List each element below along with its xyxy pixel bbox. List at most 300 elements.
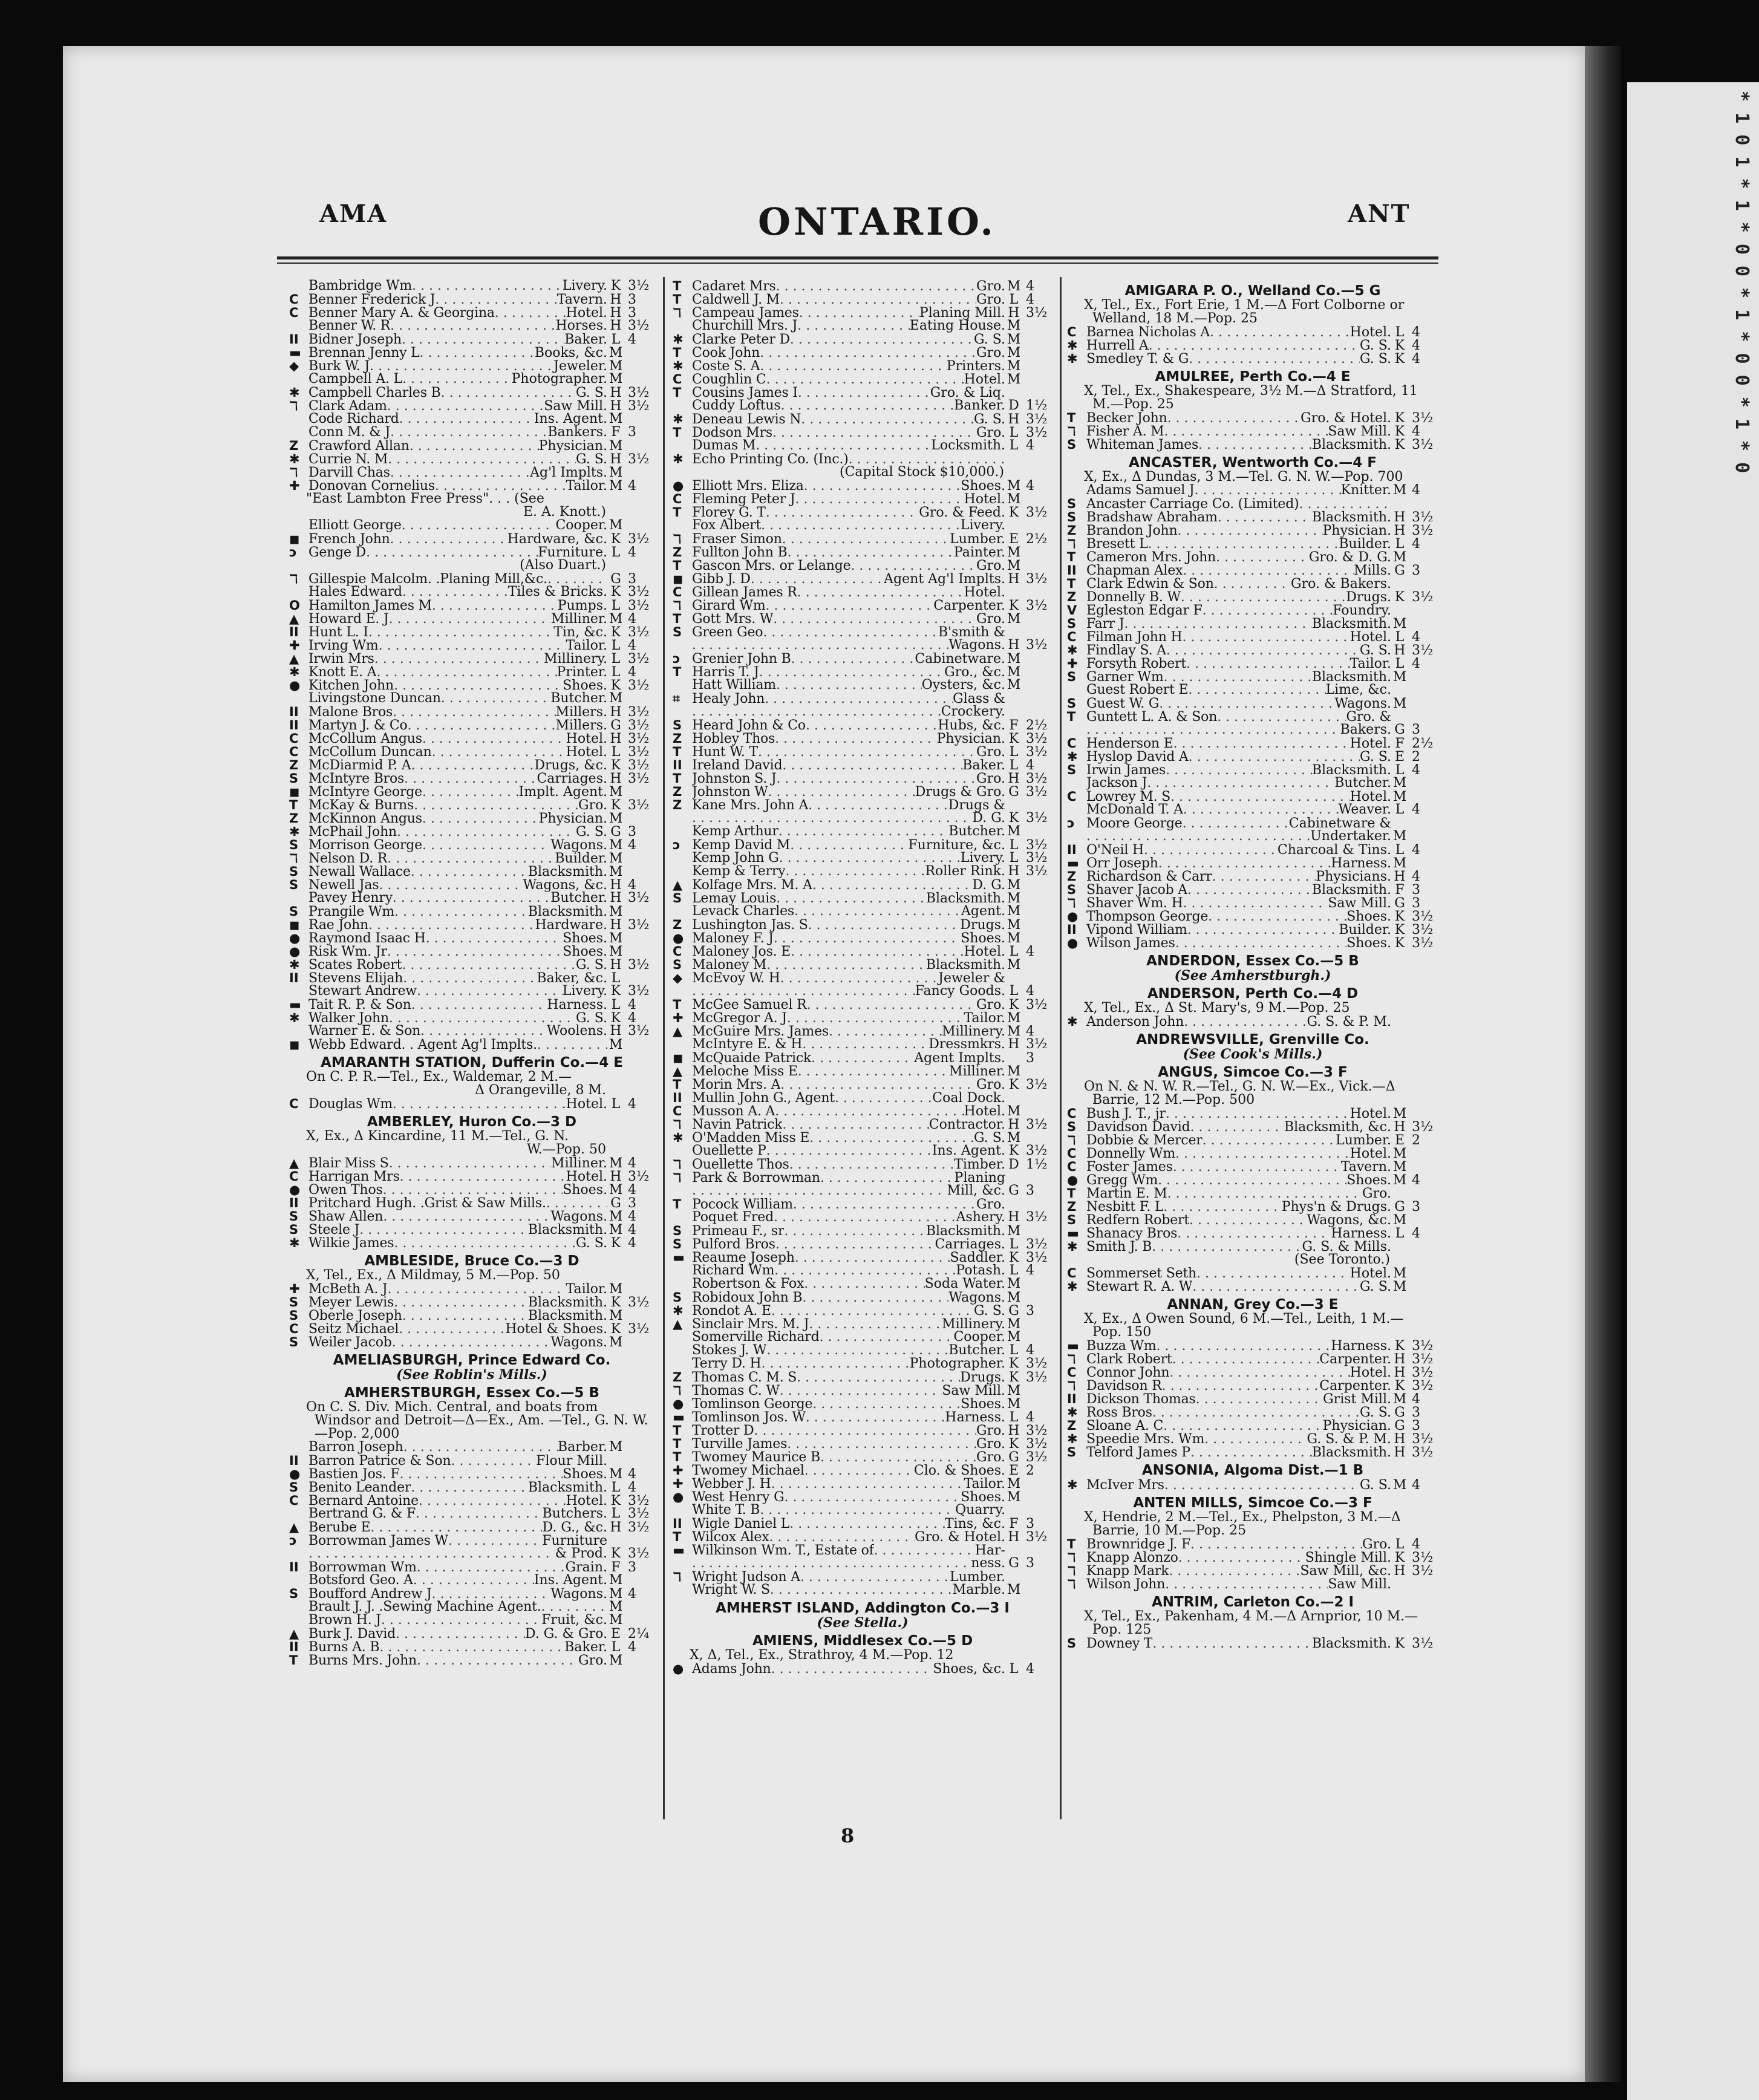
dot-leader (784, 1225, 925, 1238)
dot-leader (760, 347, 976, 360)
dot-leader (779, 852, 961, 865)
dot-leader (780, 972, 938, 985)
place-heading: AMULREE, Perth Co.—4 E (1155, 369, 1351, 385)
trade-symbol: ✱ (673, 1130, 684, 1145)
trade-symbol: ✱ (289, 1011, 300, 1025)
capital-rating: 3½ (1026, 864, 1048, 879)
capital-rating: 3½ (628, 584, 650, 599)
directory-entry (289, 652, 654, 665)
entry-business: G. S. (973, 412, 1005, 427)
place-heading: ANGUS, Simcoe Co.—3 F (1158, 1065, 1348, 1080)
credit-rating: L (1009, 1237, 1019, 1252)
entry-name: Harris T. J (692, 666, 759, 679)
trade-symbol: Z (673, 918, 682, 932)
credit-rating: L (1395, 630, 1405, 645)
entry-business: Hotel. (566, 745, 607, 760)
note-text: E. A. Knott.) (523, 504, 606, 520)
entry-business: Harness. (1331, 1226, 1391, 1241)
credit-rating: L (1395, 325, 1405, 340)
capital-rating: 4 (1412, 869, 1420, 884)
dot-leader (789, 1518, 945, 1531)
directory-entry (1067, 339, 1438, 352)
entry-business: Gro. (976, 292, 1005, 307)
directory-entry (673, 1184, 1052, 1198)
place-info: X, Tel., Ex., Fort Erie, 1 M.—Δ Fort Colborne or Welland, 18 M.—Pop. 25 (1084, 298, 1405, 326)
dot-leader (393, 1098, 566, 1111)
capital-rating: 3½ (1412, 909, 1434, 924)
column-divider (663, 277, 665, 1819)
dot-leader (801, 413, 974, 426)
dot-leader (781, 399, 955, 412)
entry-name: Mullin John G., Agent (692, 1092, 835, 1105)
credit-rating: M (1392, 1213, 1407, 1228)
entry-business: G. S. (575, 824, 607, 840)
entry-name: Somerville Richard (692, 1331, 820, 1344)
credit-rating: M (1007, 904, 1021, 919)
dot-leader (402, 333, 564, 347)
directory-entry (673, 719, 1052, 732)
trade-symbol: S (1067, 497, 1077, 511)
trade-symbol: ✱ (1067, 1279, 1078, 1294)
capital-rating: 3½ (628, 758, 650, 773)
credit-rating: M (1392, 1478, 1407, 1493)
entry-name: Bastien Jos. F (308, 1468, 400, 1481)
dot-leader (751, 573, 884, 586)
entry-business: Gro. (578, 1653, 607, 1668)
directory-entry (1067, 1446, 1438, 1459)
directory-entry (1067, 1551, 1438, 1564)
credit-rating: M (1007, 1397, 1021, 1412)
entry-business: Hotel. (964, 492, 1005, 507)
entry-name: Raymond Isaac H (308, 932, 426, 945)
dot-leader (780, 1384, 942, 1398)
dot-leader (1164, 1479, 1360, 1492)
entry-name: Filman John H (1086, 631, 1183, 644)
credit-rating: G (1008, 1183, 1019, 1198)
directory-entry (673, 1464, 1052, 1477)
capital-rating: 4 (1412, 424, 1420, 439)
entry-name: Musson A. A (692, 1105, 775, 1118)
note-text: Δ Orangeville, 8 M. (475, 1083, 606, 1098)
entry-name: Whiteman James (1086, 439, 1199, 452)
credit-rating: M (1007, 1490, 1021, 1505)
entry-name: Jackson J (1086, 777, 1147, 790)
directory-entry (673, 665, 1052, 679)
place-info: X, Ex., Δ Kincardine, 11 M.—Tel., G. N. (306, 1129, 569, 1144)
dot-leader (1177, 1227, 1331, 1241)
entry-name: Sinclair Mrs. M. J (692, 1318, 809, 1331)
place-info: On C. P. R.—Tel., Ex., Waldemar, 2 M.— (306, 1069, 572, 1084)
trade-symbol: T (673, 558, 682, 573)
directory-entry (1067, 1406, 1438, 1419)
directory-entry (673, 559, 1052, 572)
directory-entry (289, 1640, 654, 1654)
dot-leader (1189, 751, 1360, 764)
capital-rating: 3 (1412, 722, 1420, 737)
dot-leader (1152, 1406, 1360, 1420)
entry-name: Ross Bros (1086, 1406, 1152, 1420)
capital-rating: 3½ (1026, 997, 1048, 1012)
trade-symbol: S (1067, 763, 1077, 777)
capital-rating: 4 (1412, 1173, 1420, 1188)
trade-symbol: T (673, 771, 682, 786)
dot-leader (782, 759, 962, 772)
entry-name: Martyn J. & Co (308, 719, 408, 732)
capital-rating: 3½ (628, 731, 650, 746)
credit-rating: M (1007, 1104, 1021, 1119)
credit-rating: H (610, 292, 622, 307)
credit-rating: E (1394, 749, 1405, 765)
entry-business: Weaver. (1338, 802, 1391, 817)
credit-rating: M (609, 359, 623, 374)
credit-rating: M (609, 411, 623, 426)
credit-rating: M (609, 904, 623, 919)
entry-name: Boufford Andrew J (308, 1588, 432, 1601)
entry-business: Blacksmith. (925, 891, 1005, 906)
entry-business: Blacksmith. (527, 864, 607, 879)
entry-name: Bresett L (1086, 538, 1148, 551)
dot-leader (1173, 737, 1350, 751)
trade-symbol: T (673, 279, 682, 293)
credit-rating: M (1392, 483, 1407, 498)
trade-symbol: Z (289, 758, 299, 772)
entry-name: Adams Samuel J (1086, 484, 1195, 497)
entry-name: White T. B (692, 1504, 760, 1517)
dot-leader (1163, 1201, 1281, 1214)
trade-symbol: ▬ (673, 1410, 685, 1424)
directory-entry (289, 825, 654, 838)
dot-leader (766, 373, 964, 386)
place-heading: AMIGARA P. O., Welland Co.—5 G (1124, 283, 1381, 299)
credit-rating: M (1007, 878, 1021, 893)
directory-entry (1067, 411, 1438, 425)
trade-symbol: T (1067, 411, 1076, 425)
trade-symbol: T (673, 505, 682, 520)
dot-leader (780, 1078, 976, 1092)
place-heading: ANTEN MILLS, Simcoe Co.—3 F (1133, 1495, 1372, 1511)
directory-entry (673, 918, 1052, 931)
credit-rating: M (609, 1308, 623, 1323)
place-heading: ANCASTER, Wentworth Co.—4 F (1128, 455, 1377, 471)
capital-rating: 3 (1412, 1199, 1420, 1215)
dot-leader (403, 972, 537, 985)
trade-symbol: T (673, 997, 682, 1012)
entry-name: Borrowman James W (308, 1534, 448, 1548)
capital-rating: 4 (1026, 758, 1034, 773)
directory-entry (289, 1560, 654, 1574)
trade-symbol: ◼ (289, 1037, 300, 1052)
directory-entry (1067, 843, 1438, 856)
directory-entry (1067, 1280, 1438, 1293)
directory-entry (289, 1156, 654, 1170)
entry-name: Kemp Arthur (692, 825, 778, 838)
trade-symbol: ◆ (289, 359, 299, 373)
credit-rating: H (1394, 1564, 1406, 1579)
entry-name: Shaw Allen (308, 1210, 383, 1224)
entry-business: Tailor. (964, 1476, 1005, 1492)
entry-name: Davidson David (1086, 1121, 1190, 1134)
trade-symbol: T (673, 292, 682, 307)
credit-rating: K (610, 678, 621, 693)
credit-rating: H (1008, 1423, 1020, 1438)
dot-leader (791, 653, 915, 666)
entry-business: Drugs. (960, 1370, 1005, 1385)
entry-business: Blacksmith. (925, 1224, 1005, 1239)
trade-symbol: S (1067, 437, 1077, 452)
credit-rating: H (1008, 412, 1020, 427)
dot-leader (809, 1318, 942, 1331)
capital-rating: 4 (628, 838, 636, 853)
credit-rating: H (610, 918, 622, 933)
dot-leader (383, 1184, 563, 1197)
entry-name: Crawford Allan (308, 440, 410, 453)
trade-symbol: C (1067, 630, 1077, 644)
entry-name: Wright W. S (692, 1583, 770, 1597)
entry-business: D. G. (972, 810, 1005, 826)
entry-business: Gro. (976, 997, 1005, 1012)
entry-business: Butcher. (550, 890, 607, 905)
entry-business: Drugs. (960, 918, 1005, 933)
dot-leader (1149, 339, 1360, 353)
directory-entry (673, 705, 1052, 719)
entry-business: Tiles & Bricks. (507, 584, 607, 599)
capital-rating: 4 (1026, 1263, 1034, 1278)
entry-name: Ouellette P (692, 1144, 766, 1158)
dot-leader (390, 319, 555, 333)
entry-name: Brault J. J. .Sewing Machine Agent. (308, 1600, 541, 1614)
credit-rating: M (1007, 332, 1021, 347)
entry-business: Gro. & Feed. (919, 505, 1005, 520)
capital-rating: 3½ (628, 678, 650, 693)
dot-leader (366, 546, 538, 559)
trade-symbol: ▬ (289, 345, 301, 360)
credit-rating: H (1008, 305, 1020, 321)
capital-rating: 3½ (1026, 1237, 1048, 1252)
credit-rating: H (1394, 1365, 1406, 1380)
trade-symbol: ℸ (673, 1157, 682, 1172)
trade-symbol: Z (673, 731, 682, 746)
entry-name: Benner W. R (308, 319, 391, 333)
directory-entry (289, 1587, 654, 1600)
capital-rating: 4 (1026, 1410, 1034, 1425)
credit-rating: K (1394, 338, 1405, 353)
entry-business: Lumber. (950, 532, 1005, 547)
entry-name: Moore George (1086, 817, 1183, 830)
entry-name: Henderson E (1086, 737, 1173, 751)
trade-symbol: T (289, 1653, 298, 1668)
directory-entry (289, 945, 654, 958)
place-heading: AMBERLEY, Huron Co.—3 D (367, 1114, 577, 1130)
entry-business: Millers. (555, 705, 607, 720)
entry-note (673, 466, 1052, 479)
directory-entry (673, 1504, 1052, 1517)
entry-name: Cook John (692, 347, 760, 360)
trade-symbol: ✱ (673, 452, 684, 466)
dot-leader (829, 1025, 942, 1039)
directory-entry (289, 346, 654, 359)
capital-rating: 3 (1026, 1556, 1034, 1571)
directory-entry (673, 306, 1052, 319)
capital-rating: 4 (628, 1222, 636, 1238)
credit-rating: G (1008, 1450, 1019, 1465)
dot-leader (790, 839, 908, 852)
dot-leader (692, 639, 948, 652)
entry-business: Gro. (976, 771, 1005, 786)
dot-leader (760, 1504, 955, 1517)
dot-leader (389, 1157, 551, 1170)
dot-leader (1184, 1016, 1307, 1029)
credit-rating: E (610, 1626, 621, 1642)
credit-rating: K (1394, 424, 1405, 439)
capital-rating: 4 (1026, 279, 1034, 294)
capital-rating: 3 (628, 1560, 636, 1575)
credit-rating: L (1009, 1263, 1019, 1278)
trade-symbol: ℸ (673, 1170, 682, 1185)
place-heading: AMARANTH STATION, Dufferin Co.—4 E (321, 1055, 623, 1071)
entry-name: Adams John (692, 1663, 771, 1676)
credit-rating: H (1394, 523, 1406, 538)
entry-business: Gro. & Hotel. (1300, 411, 1391, 426)
trade-symbol: Z (673, 798, 682, 812)
trade-symbol: Z (289, 811, 299, 826)
dot-leader (766, 506, 919, 520)
trade-symbol: ℸ (1067, 1378, 1076, 1393)
trade-symbol: T (673, 1450, 682, 1464)
credit-rating: H (610, 771, 622, 786)
trade-symbol: C (673, 1104, 682, 1118)
directory-entry (289, 1282, 654, 1296)
directory-entry (289, 1467, 654, 1481)
dot-leader (775, 1238, 935, 1251)
dot-leader (1173, 1161, 1341, 1174)
dot-leader (387, 400, 544, 413)
dot-leader (390, 533, 507, 546)
capital-rating: 4 (1026, 292, 1034, 307)
entry-business: Locksmith. (931, 438, 1005, 453)
credit-rating: L (1009, 292, 1019, 307)
entry-business: Tailor. (1349, 656, 1391, 671)
credit-rating: H (610, 318, 622, 333)
entry-business: Carriages. (935, 1237, 1005, 1252)
credit-rating: M (609, 691, 623, 706)
credit-rating: K (610, 1295, 621, 1310)
entry-name: Hurrell A (1086, 339, 1149, 353)
dot-leader (795, 1251, 950, 1265)
entry-name: Thompson George (1086, 910, 1209, 924)
entry-name: Healy John (692, 693, 765, 706)
entry-name: Livingstone Duncan (308, 692, 441, 705)
directory-entry (673, 852, 1052, 865)
credit-rating: K (610, 1236, 621, 1251)
entry-business: Gro. & Hotel. (915, 1530, 1005, 1545)
capital-rating: 3½ (628, 1520, 650, 1535)
directory-entry (1067, 1419, 1438, 1432)
directory-entry (673, 998, 1052, 1011)
dot-leader (396, 1628, 525, 1641)
entry-business: G. S. (973, 1303, 1005, 1319)
entry-business: Hubs, &c. (938, 718, 1005, 733)
directory-entry (289, 852, 654, 865)
capital-rating: 3½ (628, 957, 650, 973)
capital-rating: 3½ (1026, 572, 1048, 587)
trade-symbol: ● (289, 1467, 301, 1481)
directory-entry (289, 1335, 654, 1349)
trade-symbol: ● (673, 478, 684, 493)
trade-symbol: ↄ (1067, 816, 1075, 830)
directory-entry (673, 479, 1052, 492)
capital-rating: 3½ (1026, 638, 1048, 653)
trade-symbol: T (673, 1423, 682, 1438)
entry-business: D. G. (972, 878, 1005, 893)
capital-rating: 4 (628, 665, 636, 680)
entry-business: Hotel. (964, 585, 1005, 600)
capital-rating: 4 (628, 1586, 636, 1602)
dot-leader (1190, 1446, 1312, 1459)
entry-name: Fox Albert (692, 519, 762, 532)
entry-business: Tin, &c. (553, 625, 607, 640)
capital-rating: 3½ (1026, 1210, 1048, 1225)
dot-leader (402, 373, 512, 386)
capital-rating: 3½ (628, 651, 650, 667)
entry-name: McDonald T. A (1086, 803, 1183, 817)
entry-business: Milliner. (551, 611, 607, 627)
directory-entry (1067, 590, 1438, 604)
trade-symbol: Z (1067, 1199, 1077, 1214)
trade-symbol: C (289, 731, 299, 746)
dot-leader (374, 653, 544, 666)
trade-symbol: ◼ (673, 572, 684, 586)
directory-entry (1067, 1339, 1438, 1352)
entry-business: Gro. (976, 558, 1005, 573)
entry-business: Hardware, &c. (507, 532, 607, 547)
entry-name: Stokes J. W (692, 1344, 767, 1357)
trade-symbol: S (289, 864, 299, 879)
capital-rating: 3½ (628, 705, 650, 720)
dot-leader (1188, 683, 1325, 697)
directory-entry (673, 1065, 1052, 1078)
entry-business: Wagons. (550, 1335, 607, 1350)
dot-leader (692, 705, 941, 719)
dot-leader (393, 892, 550, 905)
trade-symbol: S (289, 1222, 299, 1237)
dot-leader (387, 945, 563, 959)
credit-rating: H (1394, 1352, 1406, 1367)
entry-name: Gott Mrs. W (692, 613, 774, 626)
trade-symbol: II (1067, 843, 1077, 857)
trade-symbol: C (289, 305, 299, 320)
dot-leader (776, 280, 976, 293)
credit-rating: K (1008, 505, 1019, 520)
directory-entry (289, 439, 654, 452)
dot-leader (432, 599, 558, 613)
entry-name: Garner Wm (1086, 671, 1164, 684)
entry-name: Campeau James (692, 307, 799, 320)
directory-entry (673, 572, 1052, 585)
trade-symbol: S (1067, 1120, 1077, 1134)
capital-rating: 4 (1026, 1343, 1034, 1358)
dot-leader (770, 1583, 953, 1597)
entry-name: Campbell Charles B (308, 386, 441, 400)
entry-name: Guntett L. A. & Son (1086, 711, 1218, 724)
dot-leader (1204, 1433, 1307, 1446)
credit-rating: E (1008, 532, 1019, 547)
entry-name: Campbell A. L (308, 373, 402, 386)
entry-name: Orr Joseph (1086, 857, 1158, 870)
entry-name: Morin Mrs. A (692, 1078, 781, 1092)
directory-entry (673, 452, 1052, 466)
capital-rating: 3½ (1026, 1250, 1048, 1265)
credit-rating: K (610, 798, 621, 813)
